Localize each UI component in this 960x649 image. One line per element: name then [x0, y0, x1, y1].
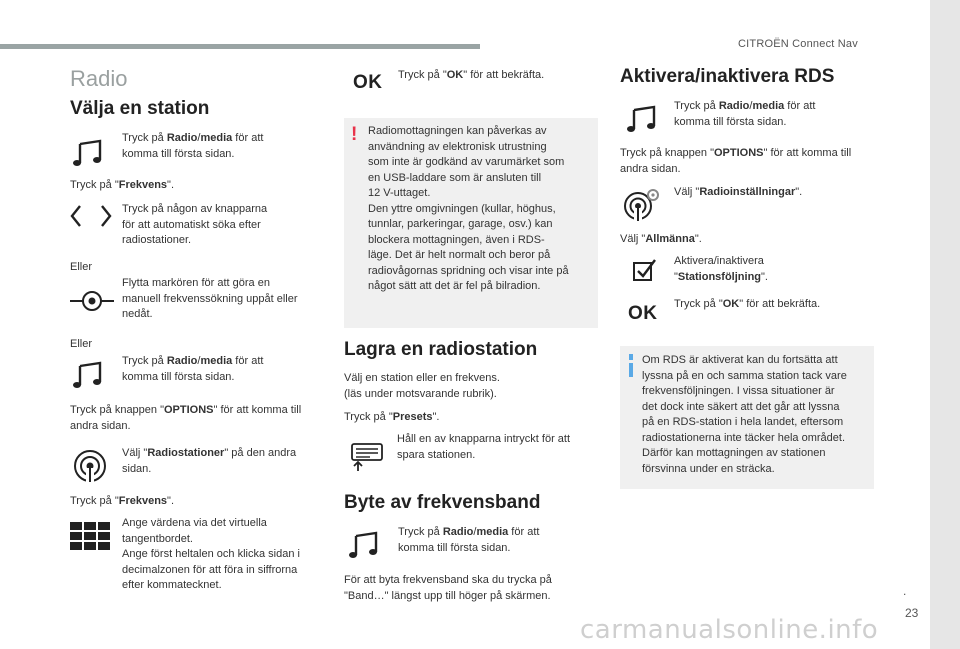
heading-valja-station: Välja en station: [70, 98, 210, 119]
info-icon-dot: [629, 354, 633, 360]
header-brand: CITROËN Connect Nav: [738, 38, 858, 50]
para-lagra-intro: Välj en station eller en frekvens. (läs under motsvarande rubrik).: [344, 372, 500, 400]
header-rule: [0, 44, 480, 49]
footer-dot: .: [903, 584, 907, 598]
page-number: 23: [905, 606, 919, 620]
step-radio-media-1: Tryck på Radio/media för att komma till första sidan.: [122, 132, 264, 160]
music-note-icon: [346, 530, 386, 562]
watermark: carmanualsonline.info: [580, 615, 879, 645]
step-radio-media-4: Tryck på Radio/media för att komma till första sidan.: [674, 100, 816, 128]
step-seek: Tryck på någon av knapparna för att automatiskt söka efter radiostationer.: [122, 203, 268, 246]
step-ok-confirm: Tryck på "OK" för att bekräfta.: [398, 69, 545, 81]
step-virtual-keyboard: Ange värdena via det virtuella tangentbordet. Ange först heltalen och klicka sidan i decimalzonen för att föra in siffrorna efter kommatecknet.: [122, 517, 300, 591]
radio-settings-icon: [622, 186, 662, 222]
para-options-1: Tryck på knappen "OPTIONS" för att komma till andra sidan.: [70, 404, 302, 432]
ok-icon: OK: [353, 72, 383, 93]
para-allmanna: Välj "Allmänna".: [620, 233, 702, 245]
step-radio-media-2: Tryck på Radio/media för att komma till första sidan.: [122, 355, 264, 383]
music-note-icon: [70, 138, 110, 170]
para-options-2: Tryck på knappen "OPTIONS" för att komma till andra sidan.: [620, 147, 852, 175]
step-radiostationer: Välj "Radiostationer" på den andra sidan.: [122, 447, 297, 475]
heading-rds: Aktivera/inaktivera RDS: [620, 66, 835, 87]
step-manual-tune: Flytta markören för att göra en manuell frekvenssökning uppåt eller nedåt.: [122, 277, 298, 320]
warning-text: Radiomottagningen kan påverkas av användning av elektronisk utrustning som inte är godkänd av varumärket som en USB-laddare som är ansluten till 12 V-uttaget. Den yttre omgivningen (kullar, höghus, tunnlar, parkeringar, garage, osv.) kan blockera mottagningen, även i RDS- läge. Det är helt normalt och beror på radiovågornas spridning och visar inte på något sätt att det är fel på bilradion.: [368, 125, 569, 292]
para-frekvens-2: Tryck på "Frekvens".: [70, 495, 175, 507]
heading-lagra: Lagra en radiostation: [344, 339, 538, 360]
preset-hold-icon: [346, 440, 386, 472]
step-stationsfoljning: Aktivera/inaktivera "Stationsföljning".: [674, 255, 768, 283]
music-note-icon: [624, 104, 664, 136]
info-icon: [629, 363, 633, 377]
tuning-cursor-icon: [68, 285, 116, 317]
para-frekvens-1: Tryck på "Frekvens".: [70, 179, 175, 191]
eller-1: Eller: [70, 261, 93, 273]
heading-byte-frekvensband: Byte av frekvensband: [344, 492, 541, 513]
para-band: För att byta frekvensband ska du trycka på "Band…" längst upp till höger på skärmen.: [344, 574, 552, 602]
step-radio-media-3: Tryck på Radio/media för att komma till första sidan.: [398, 526, 540, 554]
page-edge-band: [930, 0, 960, 649]
music-note-icon: [70, 360, 110, 392]
info-text: Om RDS är aktiverat kan du fortsätta att lyssna på en och samma station tack vare frekvensföljningen. I vissa situationer är det dock inte säkert att det går att lyssna på en RDS-station i hela landet, eftersom radiostationerna inte täcker hela området. Därför kan mottagningen av stationen försvinna under en sträcka.: [642, 354, 847, 475]
para-presets: Tryck på "Presets".: [344, 411, 440, 423]
section-title: Radio: [70, 66, 128, 91]
radio-stations-icon: [72, 448, 108, 484]
ok-icon: OK: [628, 303, 658, 324]
step-ok-confirm-2: Tryck på "OK" för att bekräfta.: [674, 298, 821, 310]
keypad-icon: [70, 522, 112, 550]
seek-arrows-icon: [68, 202, 116, 230]
step-hold-preset: Håll en av knapparna intryckt för att spara stationen.: [397, 433, 571, 461]
warning-icon: !: [351, 124, 358, 145]
step-radioinstallningar: Välj "Radioinställningar".: [674, 186, 803, 198]
eller-2: Eller: [70, 338, 93, 350]
checkbox-icon: [632, 257, 658, 283]
